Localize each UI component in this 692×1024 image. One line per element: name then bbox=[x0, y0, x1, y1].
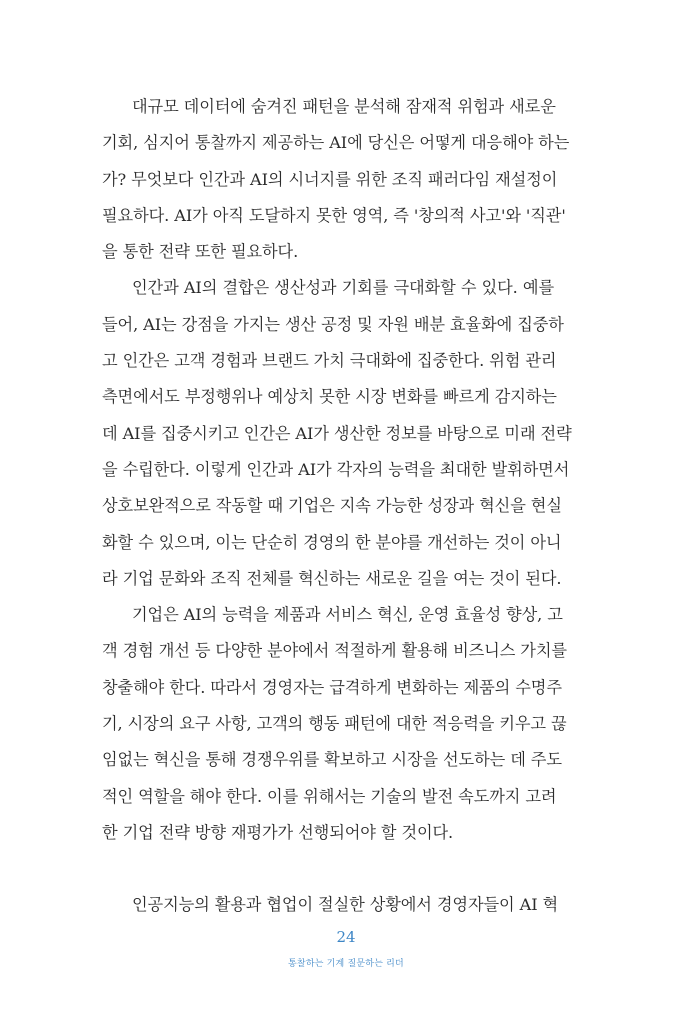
paragraph-2-line-7: 상호보완적으로 작동할 때 기업은 지속 가능한 성장과 혁신을 현실 bbox=[102, 496, 562, 516]
paragraph-3-line-5: 임없는 혁신을 통해 경쟁우위를 확보하고 시장을 선도하는 데 주도 bbox=[102, 750, 562, 770]
paragraph-1-line-1: 대규모 데이터에 숨겨진 패턴을 분석해 잠재적 위험과 새로운 bbox=[132, 97, 556, 116]
paragraph-1-line-5: 을 통한 전략 또한 필요하다. bbox=[102, 242, 299, 262]
paragraph-1-line-4: 필요하다. AI가 아직 도달하지 못한 영역, 즉 '창의적 사고'와 '직관' bbox=[102, 205, 566, 225]
paragraph-2-line-8: 화할 수 있으며, 이는 단순히 경영의 한 분야를 개선하는 것이 아니 bbox=[102, 532, 562, 552]
body-text bbox=[102, 93, 572, 928]
paragraph-4-line-1: 인공지능의 활용과 협업이 절실한 상황에서 경영자들이 AI 혁 bbox=[132, 895, 559, 915]
paragraph-2-line-5: 데 AI를 집중시키고 인간은 AI가 생산한 정보를 바탕으로 미래 전략 bbox=[102, 423, 572, 443]
paragraph-2-line-9: 라 기업 문화와 조직 전체를 혁신하는 새로운 길을 여는 것이 된다. bbox=[102, 568, 562, 588]
paragraph-2-line-2: 들어, AI는 강점을 가지는 생산 공정 및 자원 배분 효율화에 집중하 bbox=[102, 314, 564, 334]
paragraph-2-line-6: 을 수립한다. 이렇게 인간과 AI가 각자의 능력을 최대한 발휘하면서 bbox=[102, 459, 570, 479]
paragraph-3-line-3: 창출해야 한다. 따라서 경영자는 급격하게 변화하는 제품의 수명주 bbox=[102, 677, 562, 697]
paragraph-3-line-7: 한 기업 전략 방향 재평가가 선행되어야 할 것이다. bbox=[102, 822, 454, 842]
paragraph-3-line-6: 적인 역할을 해야 한다. 이를 위해서는 기술의 발전 속도까지 고려 bbox=[102, 786, 557, 806]
section-break bbox=[102, 855, 554, 891]
paragraph-3-line-2: 객 경험 개선 등 다양한 분야에서 적절하게 활용해 비즈니스 가치를 bbox=[102, 641, 567, 661]
paragraph-1-line-2: 기회, 심지어 통찰까지 제공하는 AI에 당신은 어떻게 대응해야 하는 bbox=[102, 133, 570, 153]
paragraph-2-line-3: 고 인간은 고객 경험과 브랜드 가치 극대화에 집중한다. 위험 관리 bbox=[102, 351, 557, 371]
paragraph-3-line-4: 기, 시장의 요구 사항, 고객의 행동 패턴에 대한 적응력을 키우고 끊 bbox=[102, 714, 567, 734]
paragraph-3-line-1: 기업은 AI의 능력을 제품과 서비스 혁신, 운영 효율성 향상, 고 bbox=[132, 605, 563, 625]
paragraph-2-line-4: 측면에서도 부정행위나 예상치 못한 시장 변화를 빠르게 감지하는 bbox=[102, 387, 557, 407]
running-footer-title: 통찰하는 기계 질문하는 리더 bbox=[288, 959, 404, 969]
paragraph-2-line-1: 인간과 AI의 결합은 생산성과 기회를 극대화할 수 있다. 예를 bbox=[132, 278, 554, 298]
paragraph-1-line-3: 가? 무엇보다 인간과 AI의 시너지를 위한 조직 패러다임 재설정이 bbox=[102, 169, 558, 189]
page-number: 24 bbox=[336, 928, 356, 946]
